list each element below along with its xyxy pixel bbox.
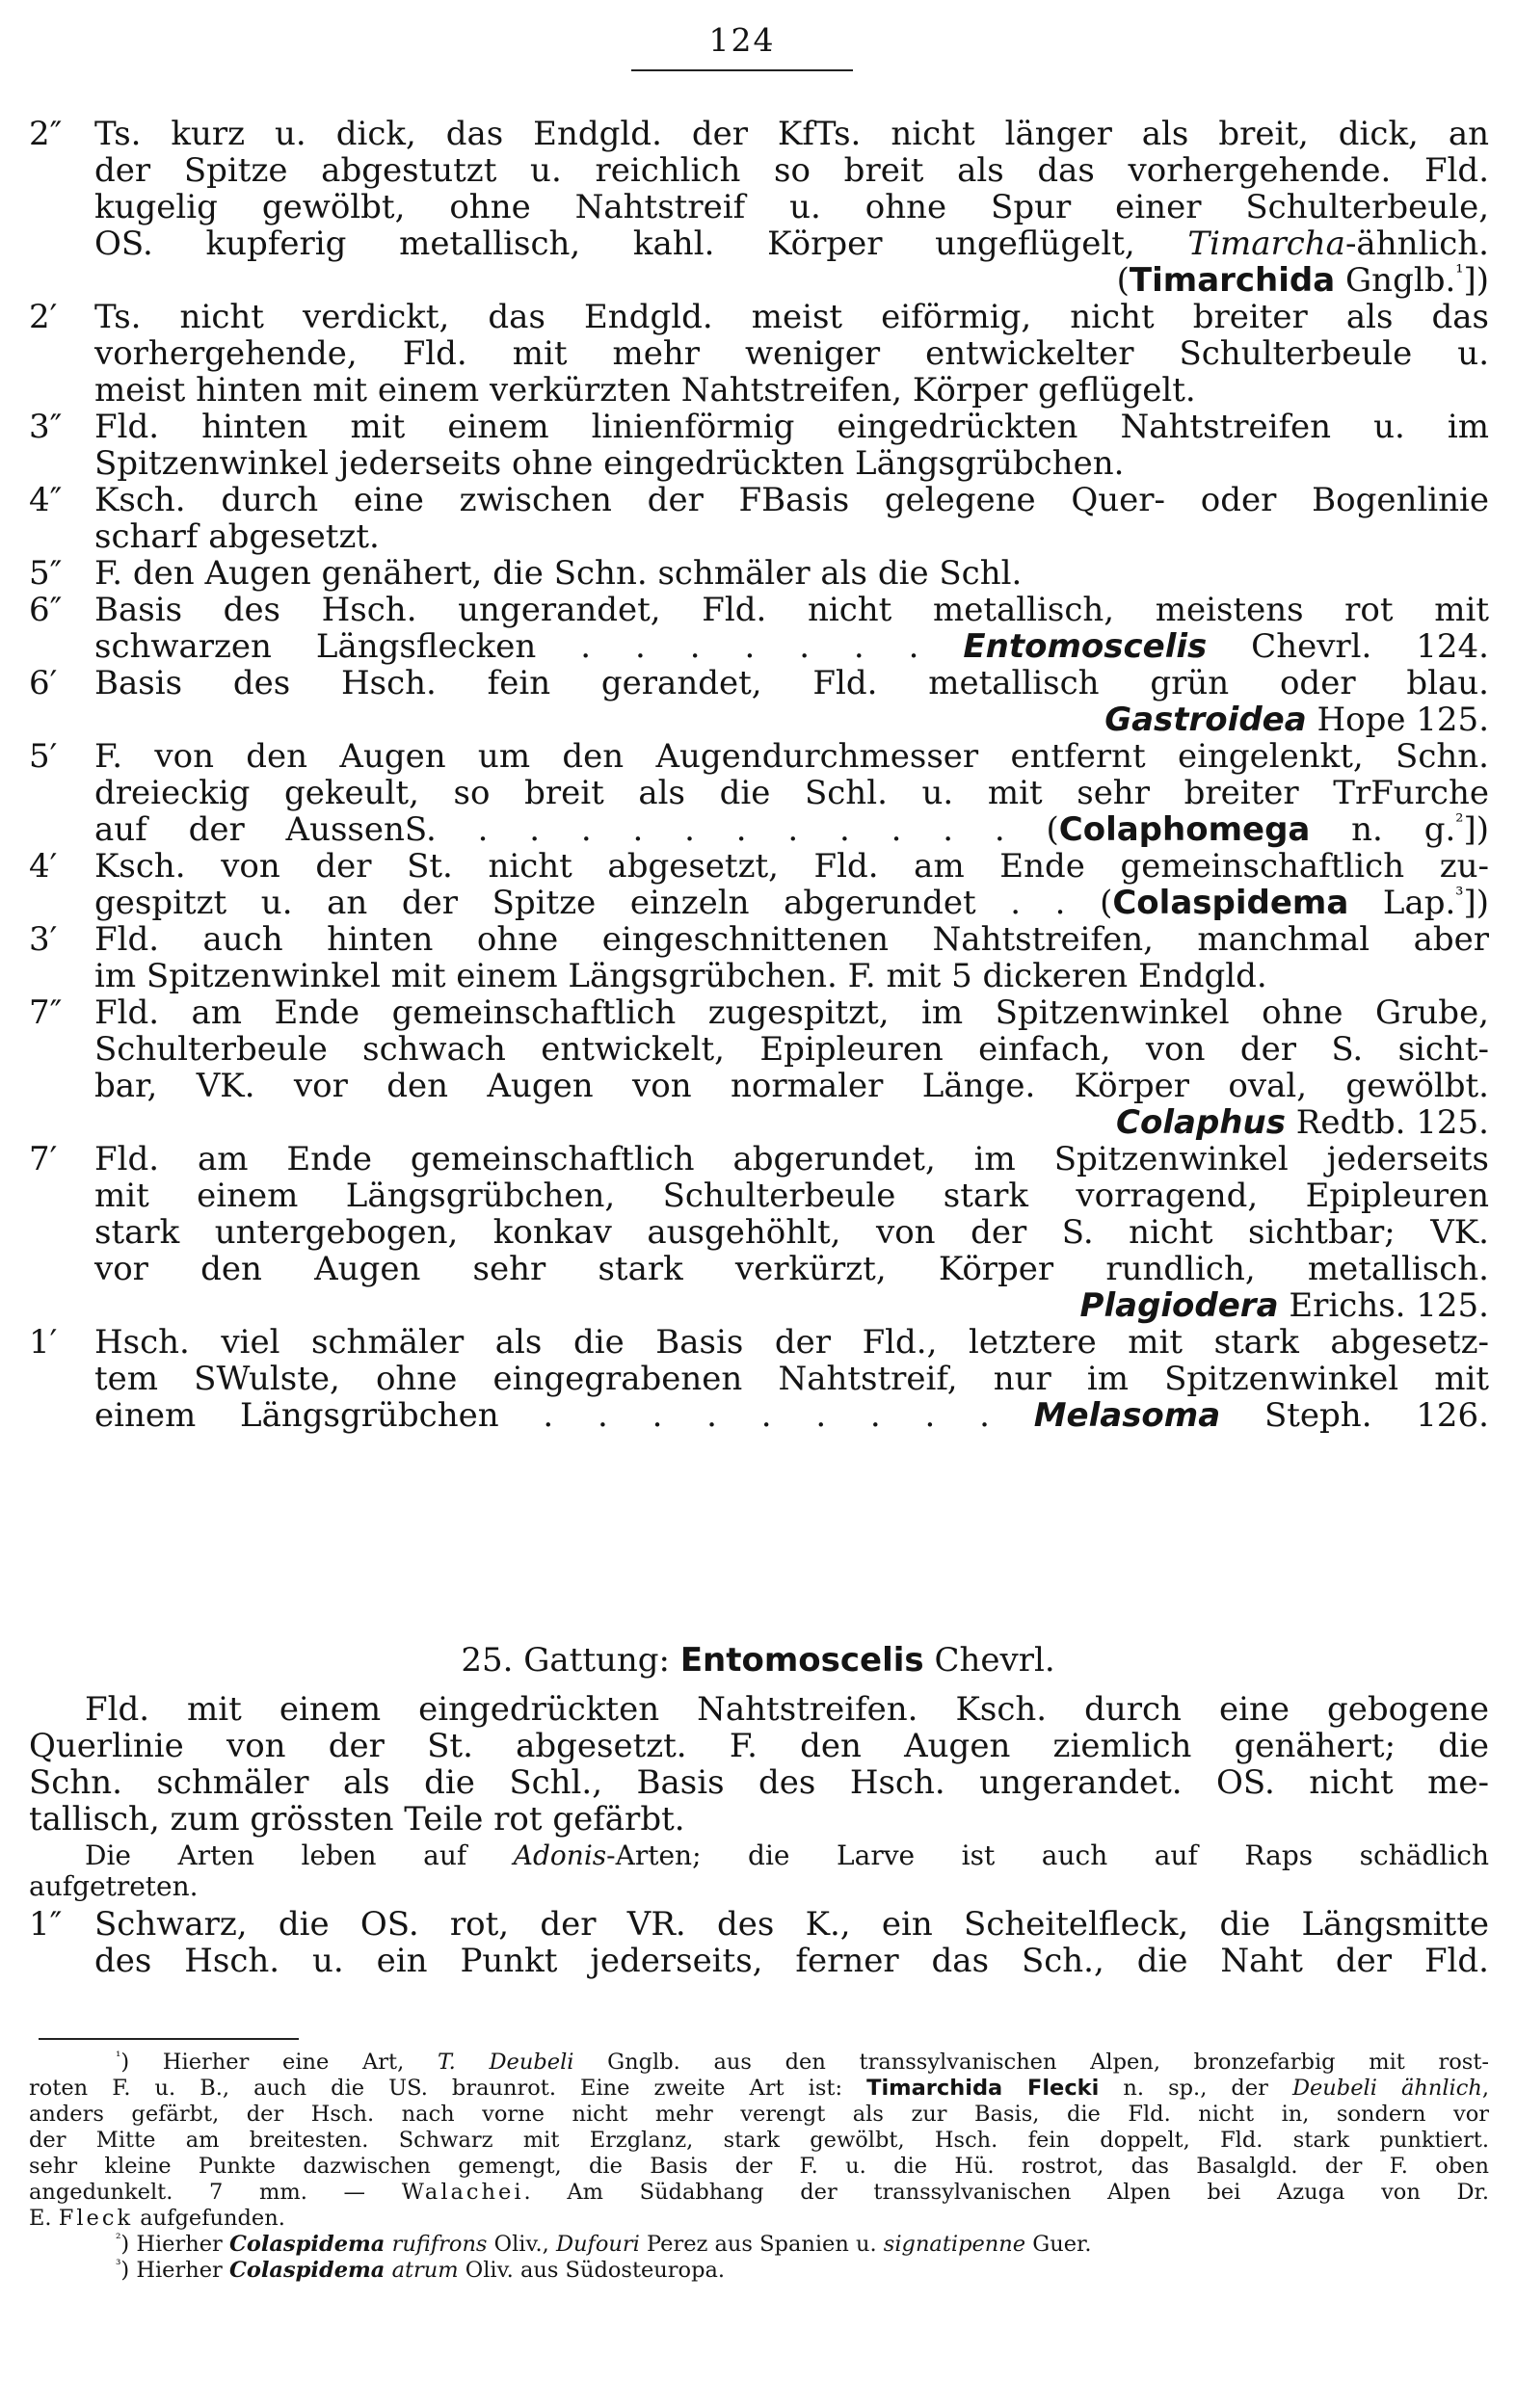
description-line: Querlinie von der St. abgesetzt. F. den Augen ziemlich genähert; die (29, 1727, 1489, 1765)
couplet-line: schwarzen Längsflecken . . . . . . . Entomoscelis Chevrl. 124. (94, 627, 1489, 666)
biology-line: Die Arten leben auf Adonis-Arten; die Larve ist auch auf Raps schädlich (85, 1839, 1489, 1871)
couplet-line: kugelig gewölbt, ohne Nahtstreif u. ohne Spur einer Schulterbeule, (94, 188, 1489, 226)
couplet-number: 4″ (29, 481, 63, 519)
key-couplet (29, 665, 1489, 738)
couplet-line: gespitzt u. an der Spitze einzeln abgerundet . . (Colaspidema Lap.$^{^3}$]) (94, 883, 1490, 922)
description-line: Schn. schmäler als die Schl., Basis des Hsch. ungerandet. OS. nicht me- (29, 1763, 1489, 1802)
couplet-line: Schulterbeule schwach entwickelt, Epipleuren einfach, von der S. sicht- (94, 1030, 1489, 1069)
key-couplet (29, 409, 1489, 482)
couplet-line: Fld. hinten mit einem linienförmig eingedrückten Nahtstreifen u. im (94, 408, 1489, 446)
key-couplet (29, 994, 1489, 1141)
species-line: Schwarz, die OS. rot, der VR. des K., ein Scheitelfleck, die Längsmitte (94, 1905, 1489, 1944)
couplet-line: Ts. kurz u. dick, das Endgld. der KfTs. nicht länger als breit, dick, an (94, 115, 1489, 153)
footnote-line: $^{^3}$) Hierher Colaspidema atrum Oliv. aus Südosteuropa. (116, 2257, 726, 2283)
key-couplet (29, 482, 1489, 555)
couplet-number: 5″ (29, 554, 63, 593)
couplet-number: 2″ (29, 115, 63, 153)
footnote-line: $^{^2}$) Hierher Colaspidema rufifrons Oliv., Dufouri Perez aus Spanien u. signatipenne Guer. (116, 2231, 1092, 2257)
footnote-line: der Mitte am breitesten. Schwarz mit Erzglanz, stark gewölbt, Hsch. fein doppelt, Fld. stark punktiert. (29, 2128, 1489, 2153)
key-couplet (29, 116, 1489, 299)
couplet-line: Fld. am Ende gemeinschaftlich abgerundet, im Spitzenwinkel jederseits (94, 1140, 1489, 1178)
couplet-line: mit einem Längsgrübchen, Schulterbeule stark vorragend, Epipleuren (94, 1177, 1489, 1215)
couplet-line: Ts. nicht verdickt, das Endgld. meist eiförmig, nicht breiter als das (94, 298, 1489, 336)
couplet-line: einem Längsgrübchen . . . . . . . . . Melasoma Steph. 126. (94, 1396, 1489, 1435)
genus-heading (0, 1641, 1516, 1680)
key-couplet (29, 299, 1489, 409)
couplet-line: vorhergehende, Fld. mit mehr weniger entwickelter Schulterbeule u. (94, 334, 1489, 373)
couplet-line: auf der AussenS. . . . . . . . . . . . (Colaphomega n. g.$^{^2}$]) (94, 809, 1489, 849)
couplet-line: Ksch. von der St. nicht abgesetzt, Fld. am Ende gemeinschaftlich zu- (94, 847, 1489, 886)
couplet-number: 2′ (29, 298, 58, 336)
footnotes (29, 2050, 1489, 2290)
couplet-line: Plagiodera Erichs. 125. (1079, 1286, 1489, 1325)
couplet-number: 7″ (29, 993, 63, 1032)
couplet-line: Spitzenwinkel jederseits ohne eingedrückten Längsgrübchen. (94, 444, 1125, 483)
key-couplet (29, 1324, 1489, 1434)
couplet-line: Hsch. viel schmäler als die Basis der Fld., letztere mit stark abgesetz- (94, 1323, 1489, 1362)
biology-line: aufgetreten. (29, 1870, 199, 1902)
couplet-line: Fld. auch hinten ohne eingeschnittenen Nahtstreifen, manchmal aber (94, 920, 1489, 959)
footnote-line: roten F. u. B., auch die US. braunrot. Eine zweite Art ist: Timarchida Flecki n. sp., der Deubeli ähnlich, (29, 2076, 1490, 2101)
footnote-line: E. Fleck aufgefunden. (29, 2206, 285, 2231)
couplet-line: Fld. am Ende gemeinschaftlich zugespitzt, im Spitzenwinkel ohne Grube, (94, 993, 1489, 1032)
header-rule (631, 69, 853, 71)
couplet-number: 3′ (29, 920, 58, 959)
biology-note (29, 1840, 1489, 1902)
couplet-line: stark untergebogen, konkav ausgehöhlt, von der S. nicht sichtbar; VK. (94, 1213, 1489, 1252)
couplet-number: 7′ (29, 1140, 58, 1178)
couplet-line: der Spitze abgestutzt u. reichlich so breit als das vorhergehende. Fld. (94, 151, 1489, 190)
key-couplet (29, 592, 1489, 665)
couplet-line: Gastroidea Hope 125. (1104, 701, 1489, 739)
key-couplet (29, 921, 1489, 994)
key-couplet (29, 555, 1489, 592)
key-couplet (29, 848, 1489, 921)
couplet-number: 4′ (29, 847, 58, 886)
key-couplet (29, 738, 1489, 848)
footnote-line: $^{^1}$) Hierher eine Art, T. Deubeli Gnglb. aus den transsylvanischen Alpen, bronzefarbig mit rost- (116, 2049, 1490, 2075)
footnote-line: angedunkelt. 7 mm. — Walachei. Am Südabhang der transsylvanischen Alpen bei Azuga von Dr. (29, 2180, 1489, 2205)
couplet-line: (Timarchida Gnglb.$^{^1}$]) (1116, 260, 1489, 300)
key-couplet (29, 1141, 1489, 1324)
couplet-line: OS. kupferig metallisch, kahl. Körper ungeflügelt, Timarcha-ähnlich. (94, 225, 1489, 263)
couplet-line: vor den Augen sehr stark verkürzt, Körper rundlich, metallisch. (94, 1250, 1489, 1288)
couplet-number: 3″ (29, 408, 63, 446)
species-entry (29, 1906, 1489, 1979)
couplet-line: tem SWulste, ohne eingegrabenen Nahtstreif, nur im Spitzenwinkel mit (94, 1360, 1489, 1398)
footnote-rule (39, 2038, 299, 2040)
couplet-line: meist hinten mit einem verkürzten Nahtstreifen, Körper geflügelt. (94, 371, 1196, 410)
couplet-line: Colaphus Redtb. 125. (1116, 1103, 1489, 1142)
couplet-line: Basis des Hsch. fein gerandet, Fld. metallisch grün oder blau. (94, 664, 1489, 702)
species-line: des Hsch. u. ein Punkt jederseits, ferner das Sch., die Naht der Fld. (94, 1942, 1489, 1980)
couplet-number: 1′ (29, 1323, 58, 1362)
couplet-line: bar, VK. vor den Augen von normaler Länge. Körper oval, gewölbt. (94, 1067, 1489, 1105)
couplet-number: 1″ (29, 1905, 63, 1944)
genus-description (29, 1691, 1489, 1838)
genus-heading-render: 25. Gattung: Entomoscelis Chevrl. (461, 1641, 1055, 1680)
footnote-line: anders gefärbt, der Hsch. nach vorne nicht mehr verengt als zur Basis, die Fld. nicht in, sondern vor (29, 2102, 1489, 2127)
couplet-line: im Spitzenwinkel mit einem Längsgrübchen. F. mit 5 dickeren Endgld. (94, 957, 1267, 995)
couplet-line: Basis des Hsch. ungerandet, Fld. nicht metallisch, meistens rot mit (94, 591, 1489, 629)
description-line: Fld. mit einem eingedrückten Nahtstreifen. Ksch. durch eine gebogene (85, 1690, 1489, 1729)
footnote-line: sehr kleine Punkte dazwischen gemengt, die Basis der F. u. die Hü. rostrot, das Basalgld. der F. oben (29, 2154, 1489, 2179)
description-line: tallisch, zum grössten Teile rot gefärbt. (29, 1800, 685, 1839)
couplet-number: 6″ (29, 591, 63, 629)
page-number: 124 (708, 21, 776, 59)
couplet-line: scharf abgesetzt. (94, 517, 380, 556)
couplet-number: 6′ (29, 664, 58, 702)
couplet-line: Ksch. durch eine zwischen der FBasis gelegene Quer- oder Bogenlinie (94, 481, 1489, 519)
couplet-line: F. von den Augen um den Augendurchmesser entfernt eingelenkt, Schn. (94, 737, 1489, 776)
couplet-line: dreieckig gekeult, so breit als die Schl. u. mit sehr breiter TrFurche (94, 774, 1489, 812)
couplet-number: 5′ (29, 737, 58, 776)
couplet-line: F. den Augen genähert, die Schn. schmäler als die Schl. (94, 554, 1023, 593)
